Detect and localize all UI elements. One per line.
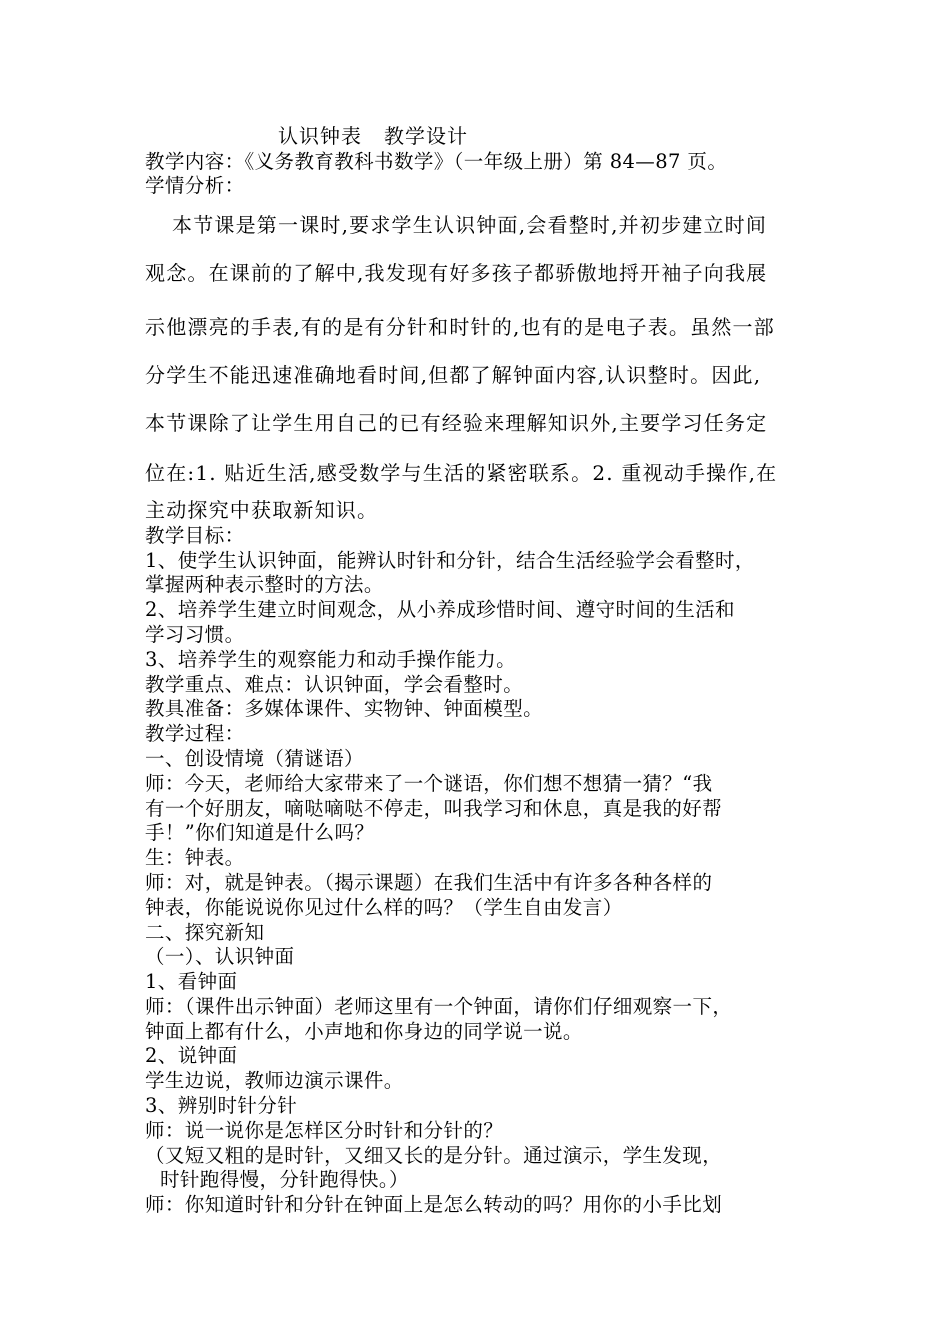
key-points-line: 教学重点、难点：认识钟面，学会看整时。: [145, 673, 524, 696]
goal-line: 3、培养学生的观察能力和动手操作能力。: [145, 648, 517, 671]
goal-line: 学习习惯。: [145, 623, 245, 646]
title-part-2: 教学设计: [384, 124, 468, 148]
section-heading-analysis: 学情分析：: [145, 174, 245, 197]
dialogue-line: 时针跑得慢，分针跑得快。）: [160, 1168, 409, 1191]
section-heading-goals: 教学目标：: [145, 524, 245, 547]
analysis-paragraph-line: 本节课除了让学生用自己的已有经验来理解知识外,主要学习任务定: [145, 411, 768, 435]
dialogue-line: 学生边说，教师边演示课件。: [145, 1069, 404, 1092]
goal-line: 1、使学生认识钟面，能辨认时针和分针，结合生活经验学会看整时，: [145, 549, 755, 572]
sub-step-heading: （一）、认识钟面: [145, 945, 295, 968]
analysis-paragraph-line: 观念。在课前的了解中,我发现有好多孩子都骄傲地捋开袖子向我展: [145, 261, 768, 285]
title-part-1: 认识钟表: [278, 124, 362, 148]
dialogue-line: 师：你知道时针和分针在钟面上是怎么转动的吗？用你的小手比划: [145, 1193, 723, 1216]
analysis-paragraph-line: 本节课是第一课时,要求学生认识钟面,会看整时,并初步建立时间: [172, 213, 768, 237]
dialogue-line: 有一个好朋友，嘀哒嘀哒不停走，叫我学习和休息，真是我的好帮: [145, 797, 723, 820]
dialogue-line: 手！”你们知道是什么吗？: [145, 821, 375, 844]
analysis-paragraph-line: 分学生不能迅速准确地看时间,但都了解钟面内容,认识整时。因此,: [145, 363, 762, 387]
sub-step-heading: 2、说钟面: [145, 1044, 238, 1067]
analysis-paragraph-line: 示他漂亮的手表,有的是有分针和时针的,也有的是电子表。虽然一部: [145, 315, 775, 339]
dialogue-line: 师：今天，老师给大家带来了一个谜语，你们想不想猜一猜？“我: [145, 772, 713, 795]
dialogue-line: 师：对，就是钟表。（揭示课题）在我们生活中有许多各种各样的: [145, 871, 713, 894]
step-heading: 二、探究新知: [145, 921, 265, 944]
document-title: [278, 124, 468, 148]
dialogue-line: （又短又粗的是时针，又细又长的是分针。通过演示，学生发现，: [145, 1144, 723, 1167]
sub-step-heading: 3、辨别时针分针: [145, 1094, 298, 1117]
analysis-paragraph-line: 位在:1. 贴近生活,感受数学与生活的紧密联系。2. 重视动手操作,在: [145, 461, 778, 485]
goal-line: 2、培养学生建立时间观念，从小养成珍惜时间、遵守时间的生活和: [145, 598, 735, 621]
sub-step-heading: 1、看钟面: [145, 970, 238, 993]
goal-line: 掌握两种表示整时的方法。: [145, 573, 384, 596]
materials-line: 教具准备：多媒体课件、实物钟、钟面模型。: [145, 697, 544, 720]
step-heading: 一、创设情境（猜谜语）: [145, 747, 364, 770]
dialogue-line: 师：（课件出示钟面）老师这里有一个钟面，请你们仔细观察一下，: [145, 995, 733, 1018]
section-heading-process: 教学过程：: [145, 722, 245, 745]
dialogue-line: 师：说一说你是怎样区分时针和分针的？: [145, 1119, 504, 1142]
teaching-content-line: 教学内容：《义务教育教科书数学》（一年级上册）第 84—87 页。: [145, 150, 728, 173]
analysis-paragraph-line: 主动探究中获取新知识。: [145, 498, 379, 522]
dialogue-line: 钟表，你能说说你见过什么样的吗？（学生自由发言）: [145, 896, 623, 919]
dialogue-line: 钟面上都有什么，小声地和你身边的同学说一说。: [145, 1020, 583, 1043]
dialogue-line: 生：钟表。: [145, 846, 245, 869]
